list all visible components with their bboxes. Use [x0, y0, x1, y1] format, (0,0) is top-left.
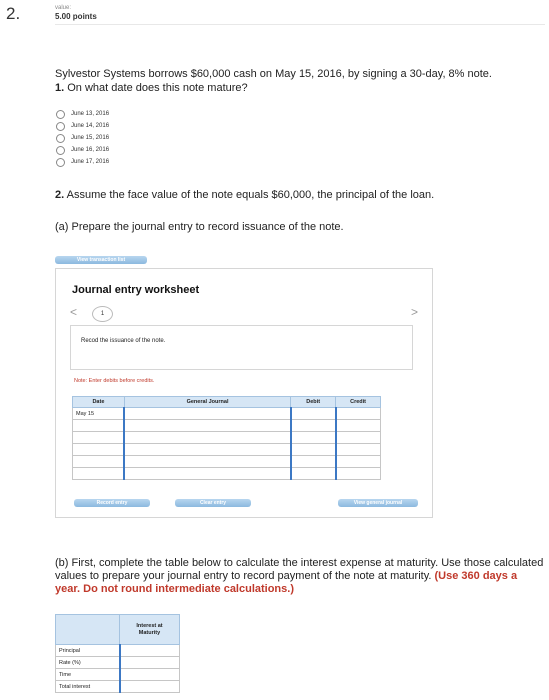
value-label: value: — [55, 5, 72, 11]
table-header-row — [73, 397, 381, 408]
column-header-general-journal: General Journal — [124, 397, 290, 408]
interest-table — [55, 614, 180, 693]
radio-button[interactable] — [56, 122, 65, 131]
debit-credit-note: Note: Enter debits before credits. — [74, 378, 155, 384]
general-journal-input[interactable] — [124, 408, 290, 420]
header-divider — [55, 24, 545, 25]
debit-input[interactable] — [291, 444, 336, 456]
choice-option[interactable] — [56, 132, 109, 144]
table-row — [56, 681, 180, 693]
choice-label: June 15, 2016 — [71, 135, 110, 141]
credit-input[interactable] — [336, 468, 381, 480]
column-header-debit: Debit — [291, 397, 336, 408]
journal-table — [72, 396, 381, 480]
credit-input[interactable] — [336, 432, 381, 444]
date-cell — [73, 444, 125, 456]
table-row — [73, 456, 381, 468]
radio-button[interactable] — [56, 134, 65, 143]
column-header-date: Date — [73, 397, 125, 408]
blank-header-cell — [56, 615, 120, 645]
part-b-text: (b) First, complete the table below to calculate the interest expense at maturity. Use those calculated values to prepare your journal entry to record payment of the note at maturity. — [55, 557, 544, 582]
row-label-rate: Rate (%) — [56, 657, 120, 669]
problem-text — [55, 67, 535, 95]
general-journal-input[interactable] — [124, 444, 290, 456]
transaction-description-box — [70, 325, 413, 370]
question-1: 1. On what date does this note mature? — [55, 82, 248, 94]
choice-option[interactable] — [56, 144, 109, 156]
choice-label: June 14, 2016 — [71, 123, 110, 129]
general-journal-input[interactable] — [124, 420, 290, 432]
table-row — [73, 408, 381, 420]
row-label-time: Time — [56, 669, 120, 681]
table-row — [56, 645, 180, 657]
transaction-description: Recod the issuance of the note. — [81, 338, 166, 344]
row-label-principal: Principal — [56, 645, 120, 657]
credit-input[interactable] — [336, 408, 381, 420]
row-label-total-interest: Total interest — [56, 681, 120, 693]
debit-input[interactable] — [291, 408, 336, 420]
choice-option[interactable] — [56, 156, 109, 168]
date-cell — [73, 468, 125, 480]
credit-input[interactable] — [336, 444, 381, 456]
chevron-left-icon[interactable]: < — [70, 305, 78, 319]
worksheet-title: Journal entry worksheet — [72, 284, 200, 296]
rate-input[interactable] — [120, 657, 180, 669]
choice-option[interactable] — [56, 120, 109, 132]
debit-input[interactable] — [291, 456, 336, 468]
question-2: 2. Assume the face value of the note equals $60,000, the principal of the loan. — [55, 189, 435, 201]
radio-button[interactable] — [56, 110, 65, 119]
date-cell: May 15 — [73, 408, 125, 420]
chevron-right-icon[interactable]: > — [410, 305, 418, 319]
time-input[interactable] — [120, 669, 180, 681]
table-row — [73, 432, 381, 444]
view-general-journal-button[interactable]: View general journal — [338, 499, 418, 507]
table-row — [73, 420, 381, 432]
general-journal-input[interactable] — [124, 456, 290, 468]
journal-entry-worksheet — [55, 268, 433, 518]
part-b-instruction — [55, 557, 545, 596]
view-transaction-list-button[interactable]: View transaction list — [55, 256, 147, 264]
table-row — [73, 468, 381, 480]
principal-input[interactable] — [120, 645, 180, 657]
radio-button[interactable] — [56, 146, 65, 155]
choice-label: June 17, 2016 — [71, 159, 110, 165]
date-cell — [73, 420, 125, 432]
debit-input[interactable] — [291, 468, 336, 480]
choice-label: June 13, 2016 — [71, 111, 110, 117]
table-row — [73, 444, 381, 456]
table-row — [56, 669, 180, 681]
problem-statement: Sylvestor Systems borrows $60,000 cash on May 15, 2016, by signing a 30-day, 8% note. — [55, 68, 492, 80]
points-label: 5.00 points — [55, 12, 97, 21]
radio-button[interactable] — [56, 158, 65, 167]
choice-label: June 16, 2016 — [71, 147, 110, 153]
date-cell — [73, 456, 125, 468]
total-interest-input[interactable] — [120, 681, 180, 693]
part-b-emphasis: (Use 360 days a year. Do not round intermediate calculations.) — [55, 570, 518, 595]
question-number: 2. — [6, 4, 21, 23]
table-header-row — [56, 615, 180, 645]
column-header-interest-at-maturity: Interest at Maturity — [120, 615, 180, 645]
debit-input[interactable] — [291, 432, 336, 444]
table-row — [56, 657, 180, 669]
maturity-date-choices — [56, 108, 109, 168]
credit-input[interactable] — [336, 456, 381, 468]
general-journal-input[interactable] — [124, 468, 290, 480]
general-journal-input[interactable] — [124, 432, 290, 444]
page-indicator[interactable]: 1 — [92, 306, 113, 322]
date-cell — [73, 432, 125, 444]
column-header-credit: Credit — [336, 397, 381, 408]
debit-input[interactable] — [291, 420, 336, 432]
record-entry-button[interactable]: Record entry — [74, 499, 150, 507]
clear-entry-button[interactable]: Clear entry — [175, 499, 251, 507]
choice-option[interactable] — [56, 108, 109, 120]
part-a-instruction: (a) Prepare the journal entry to record issuance of the note. — [55, 221, 344, 233]
credit-input[interactable] — [336, 420, 381, 432]
